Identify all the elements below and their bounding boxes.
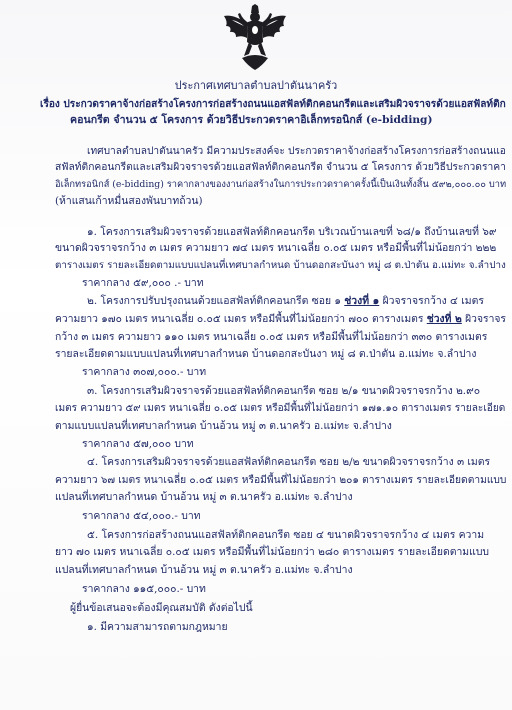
- subject-line-2: คอนกรีต จำนวน ๕ โครงการ ด้วยวิธีประกวดราคาอิเล็กทรอนิกส์ (e-bidding): [70, 114, 433, 126]
- project-1-price: ราคากลาง ๕๙,๐๐๐ .- บาท: [82, 277, 204, 289]
- project-4-price: ราคากลาง ๕๔,๐๐๐.- บาท: [82, 510, 201, 522]
- intro-line: สฟัลท์ติกคอนกรีตและเสริมผิวจราจรด้วยแอสฟัลท์ติกคอนกรีต จำนวน ๕ โครงการ ด้วยวิธีประกวดราคา: [55, 161, 506, 173]
- garuda-emblem-icon: [222, 4, 288, 72]
- intro-line: (ห้าแสนเก้าหมื่นสองพันบาทถ้วน): [55, 195, 203, 207]
- project-1-line: ๑. โครงการเสริมผิวจราจรด้วยแอสฟัลท์ติกคอนกรีต บริเวณบ้านเลขที่ ๖๘/๑ ถึงบ้านเลขที่ ๖๙: [87, 226, 497, 238]
- project-2-line: กว้าง ๓ เมตร ความยาว ๑๑๐ เมตร หนาเฉลี่ย ๐.๐๕ เมตร หรือมีพื้นที่ไม่น้อยกว่า ๓๓๐ ตารางเมตร: [55, 331, 488, 343]
- qualifications-heading: ผู้ยื่นข้อเสนอจะต้องมีคุณสมบัติ ดังต่อไปนี้: [70, 602, 253, 614]
- project-3-line: เมตร ความยาว ๕๙ เมตร หนาเฉลี่ย ๐.๐๕ เมตร หรือมีพื้นที่ไม่น้อยกว่า ๑๗๑.๑๐ ตารางเมตร รายละเอียด: [55, 403, 506, 414]
- project-1-line: ตารางเมตร รายละเอียดตามแบบแปลนที่เทศบาลกำหนด บ้านดอกสะบันงา หมู่ ๘ ต.ป่าตัน อ.แม่ทะ จ.ลำปาง: [55, 260, 506, 271]
- project-3-line: ตามแบบแปลนที่เทศบาลกำหนด บ้านอ้วน หมู่ ๓ ต.นาครัว อ.แม่ทะ จ.ลำปาง: [55, 420, 392, 432]
- intro-line: เทศบาลตำบลปาตันนาครัว มีความประสงค์จะ ประกวดราคาจ้างก่อสร้างโครงการก่อสร้างถนนแอ: [87, 146, 506, 157]
- project-3-line: ๓. โครงการเสริมผิวจราจรด้วยแอสฟัลท์ติกคอนกรีต ซอย ๒/๑ ขนาดผิวจราจรกว้าง ๒.๙๐: [87, 385, 481, 397]
- project-4-line: แปลนที่เทศบาลกำหนด บ้านอ้วน หมู่ ๓ ต.นาครัว อ.แม่ทะ จ.ลำปาง: [55, 491, 353, 503]
- project-5-line: ๕. โครงการก่อสร้างถนนแอสฟัลท์ติกคอนกรีต ซอย ๔ ขนาดผิวจราจรกว้าง ๔ เมตร ความ: [87, 529, 485, 541]
- intro-line: อิเล็กทรอนิกส์ (e-bidding) ราคากลางของงานก่อสร้างในการประกวดราคาครั้งนี้เป็นเงินทั้งสิ้น ๕๙๒,๐๐๐.๐๐ บาท: [55, 179, 507, 190]
- project-4-line: ความยาว ๖๗ เมตร หนาเฉลี่ย ๐.๐๕ เมตร หรือมีพื้นที่ไม่น้อยกว่า ๒๐๑ ตารางเมตร รายละเอียดตามแบบ: [55, 474, 507, 486]
- project-2-price: ราคากลาง ๓๐๗,๐๐๐.- บาท: [82, 366, 207, 378]
- project-5-line: ยาว ๗๐ เมตร หนาเฉลี่ย ๐.๐๕ เมตร หรือมีพื้นที่ไม่น้อยกว่า ๒๘๐ ตารางเมตร รายละเอียดตามแบบ: [55, 546, 490, 558]
- org-title: ประกาศเทศบาลตำบลปาตันนาครัว: [174, 79, 338, 92]
- project-2-line: รายละเอียดตามแบบแปลนที่เทศบาลกำหนด บ้านดอกสะบันงา หมู่ ๘ ต.ป่าตัน อ.แม่ทะ จ.ลำปาง: [55, 348, 477, 360]
- project-2-line: ๒. โครงการปรับปรุงถนนด้วยแอสฟัลท์ติกคอนกรีต ซอย ๑ ช่วงที่ ๑ ผิวจราจรกว้าง ๔ เมตร: [87, 295, 484, 307]
- project-5-price: ราคากลาง ๑๑๕,๐๐๐.- บาท: [82, 583, 206, 595]
- project-5-line: แปลนที่เทศบาลกำหนด บ้านอ้วน หมู่ ๓ ต.นาครัว อ.แม่ทะ จ.ลำปาง: [55, 564, 353, 576]
- section-2-label: ช่วงที่ ๒: [426, 313, 462, 325]
- section-1-label: ช่วงที่ ๑: [344, 295, 380, 307]
- project-2-line: ความยาว ๑๗๐ เมตร หนาเฉลี่ย ๐.๐๕ เมตร หรือมีพื้นที่ไม่น้อยกว่า ๗๐๐ ตารางเมตร ช่วงที่ ๒ ผิวจราจร: [55, 313, 506, 325]
- project-4-line: ๔. โครงการเสริมผิวจราจรด้วยแอสฟัลท์ติกคอนกรีต ซอย ๒/๒ ขนาดผิวจราจรกว้าง ๓ เมตร: [87, 456, 491, 468]
- subject-line-1: เรื่อง ประกวดราคาจ้างก่อสร้างโครงการก่อสร้างถนนแอสฟัลท์ติกคอนกรีตและเสริมผิวจราจรด้วยแอสฟัลท์ติก: [40, 99, 506, 110]
- project-3-price: ราคากลาง ๕๗,๐๐๐ บาท: [82, 438, 194, 450]
- project-1-line: ขนาดผิวจราจรกว้าง ๓ เมตร ความยาว ๗๔ เมตร หนาเฉลี่ย ๐.๐๕ เมตร หรือมีพื้นที่ไม่น้อยกว่า ๒๒๒: [55, 242, 497, 254]
- qualification-item: ๑. มีความสามารถตามกฎหมาย: [87, 621, 228, 633]
